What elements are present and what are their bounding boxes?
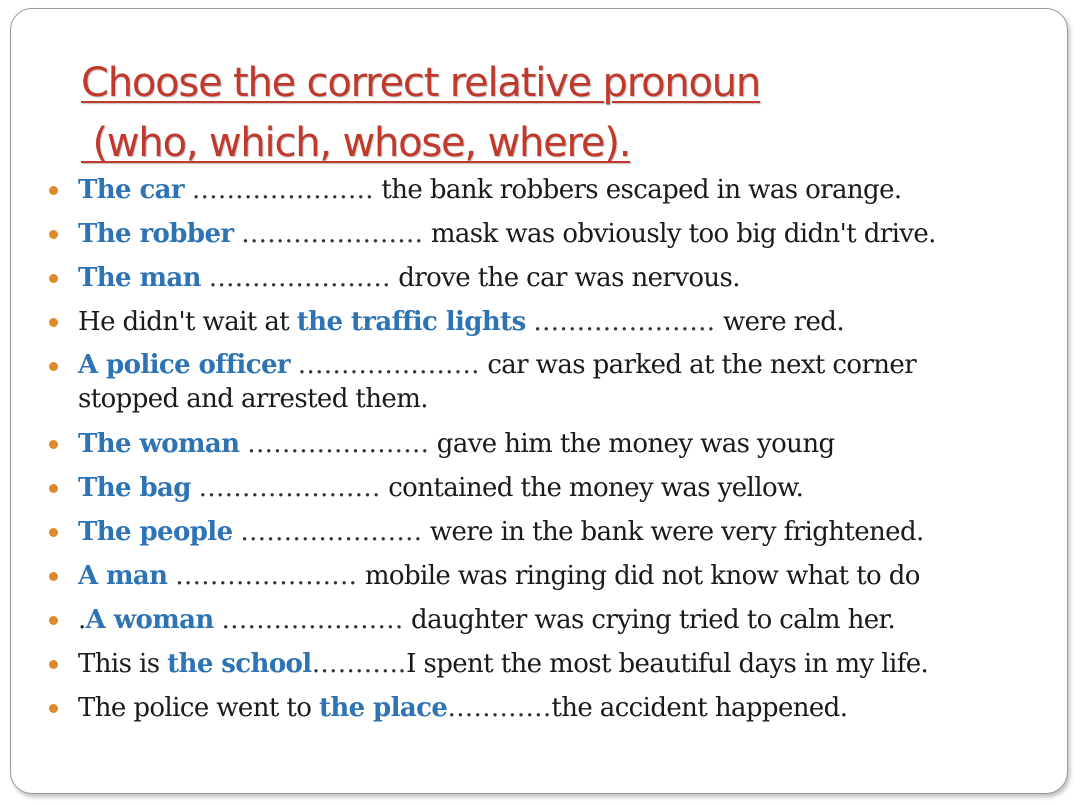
item-lead: This is [78, 649, 168, 679]
item-rest: gave him the money was young [429, 429, 835, 459]
exercise-item-5 [45, 344, 985, 422]
item-rest: were red. [715, 307, 844, 337]
item-rest: daughter was crying tried to calm her. [403, 605, 896, 635]
item-rest: mobile was ringing did not know what to do [357, 561, 920, 591]
item-rest: mask was obviously too big didn't drive. [423, 219, 936, 249]
bullet-icon [49, 440, 58, 449]
item-gap [239, 429, 247, 459]
bullet-icon [49, 186, 58, 195]
item-keyword: The man [78, 263, 201, 293]
bullet-icon [49, 484, 58, 493]
item-rest: contained the money was yellow. [380, 473, 804, 503]
item-gap [201, 263, 209, 293]
item-keyword: The bag [78, 473, 191, 503]
bullet-icon [49, 660, 58, 669]
exercise-item-2 [45, 212, 985, 256]
bullet-icon [49, 362, 58, 371]
item-lead: . [78, 605, 86, 635]
answer-blank: ………………… [191, 175, 374, 205]
title-line-2: (who, which, whose, where). [81, 120, 631, 166]
answer-blank: ………………… [297, 350, 480, 380]
item-keyword: The car [78, 175, 185, 205]
title-line-1: Choose the correct relative pronoun [81, 60, 761, 106]
item-keyword: the traffic lights [296, 307, 526, 337]
item-keyword: the school [167, 649, 312, 679]
exercise-list [45, 168, 985, 730]
item-rest: the accident happened. [551, 693, 848, 723]
bullet-icon [49, 318, 58, 327]
item-lead: He didn't wait at [78, 307, 297, 337]
item-gap [184, 175, 192, 205]
exercise-item-9 [45, 554, 985, 598]
bullet-icon [49, 274, 58, 283]
exercise-item-6 [45, 422, 985, 466]
exercise-item-1 [45, 168, 985, 212]
item-keyword: A man [78, 561, 168, 591]
answer-blank: ………… [447, 693, 552, 723]
item-lead: The police went to [78, 693, 319, 723]
exercise-item-11 [45, 642, 985, 686]
exercise-item-8 [45, 510, 985, 554]
bullet-icon [49, 572, 58, 581]
answer-blank: ………………… [533, 307, 716, 337]
item-keyword: A police officer [78, 350, 290, 380]
item-rest: drove the car was nervous. [390, 263, 740, 293]
item-keyword: The woman [78, 429, 240, 459]
bullet-icon [49, 230, 58, 239]
exercise-title [81, 53, 760, 173]
bullet-icon [49, 616, 58, 625]
answer-blank: ……….. [311, 649, 407, 679]
item-keyword: the place [318, 693, 448, 723]
answer-blank: ………………… [240, 517, 423, 547]
item-keyword: A woman [85, 605, 214, 635]
item-rest: were in the bank were very frightened. [422, 517, 924, 547]
answer-blank: ………………… [198, 473, 381, 503]
item-keyword: The people [78, 517, 233, 547]
exercise-item-10 [45, 598, 985, 642]
exercise-item-12 [45, 686, 985, 730]
bullet-icon [49, 704, 58, 713]
exercise-item-7 [45, 466, 985, 510]
item-gap [191, 473, 199, 503]
answer-blank: ………………… [241, 219, 424, 249]
item-gap [290, 350, 298, 380]
answer-blank: ………………… [175, 561, 358, 591]
answer-blank: ………………… [208, 263, 391, 293]
item-keyword: The robber [78, 219, 234, 249]
item-rest: the bank robbers escaped in was orange. [373, 175, 902, 205]
item-rest: car was parked at the next corner stopped and arrested them. [78, 350, 917, 414]
answer-blank: ………………… [221, 605, 404, 635]
exercise-item-3 [45, 256, 985, 300]
answer-blank: ………………… [247, 429, 430, 459]
bullet-icon [49, 528, 58, 537]
item-rest: I spent the most beautiful days in my life. [406, 649, 929, 679]
exercise-item-4 [45, 300, 985, 344]
